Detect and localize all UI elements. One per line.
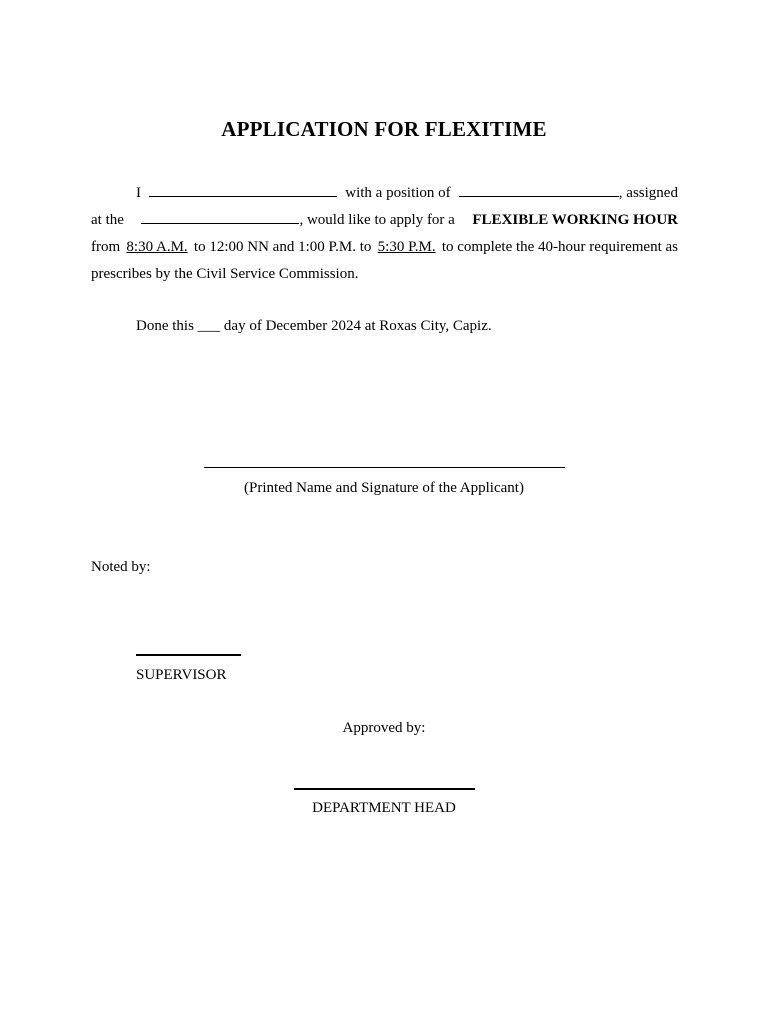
- pronoun-i: I: [136, 185, 141, 201]
- noted-by-label: Noted by:: [91, 559, 151, 575]
- end-time: 5:30 P.M.: [377, 239, 436, 255]
- flexible-working-hour-text: FLEXIBLE WORKING HOUR: [472, 212, 678, 228]
- department-head-signature-line: [294, 788, 475, 790]
- applicant-signature-line: [204, 467, 565, 468]
- paragraph-line-4: prescribes by the Civil Service Commission.: [91, 266, 359, 282]
- paragraph-line-3: [91, 234, 678, 261]
- document-title: APPLICATION FOR FLEXITIME: [221, 117, 547, 141]
- from-text: from: [91, 239, 121, 255]
- requirement-text: to complete the 40-hour requirement as: [441, 239, 678, 255]
- done-line: Done this ___ day of December 2024 at Roxas City, Capiz.: [136, 318, 492, 334]
- supervisor-label: SUPERVISOR: [136, 667, 227, 683]
- office-blank: [141, 209, 299, 224]
- approved-by-label: Approved by:: [342, 720, 426, 736]
- supervisor-signature-line: [136, 654, 241, 656]
- with-position-text: with a position of: [345, 185, 451, 201]
- applicant-caption: (Printed Name and Signature of the Applicant): [244, 480, 524, 496]
- department-head-label: DEPARTMENT HEAD: [312, 800, 456, 816]
- at-the-text: at the: [91, 212, 124, 228]
- assigned-text: , assigned: [618, 185, 678, 201]
- start-time: 8:30 A.M.: [126, 239, 188, 255]
- position-blank: [459, 182, 619, 197]
- paragraph-line-2: [91, 207, 678, 234]
- would-like-text: , would like to apply for a: [299, 212, 455, 228]
- name-blank: [149, 182, 337, 197]
- mid-time-text: to 12:00 NN and 1:00 P.M. to: [193, 239, 372, 255]
- office-group: [141, 207, 454, 234]
- position-group: [459, 180, 678, 207]
- paragraph-line-1: [136, 180, 678, 207]
